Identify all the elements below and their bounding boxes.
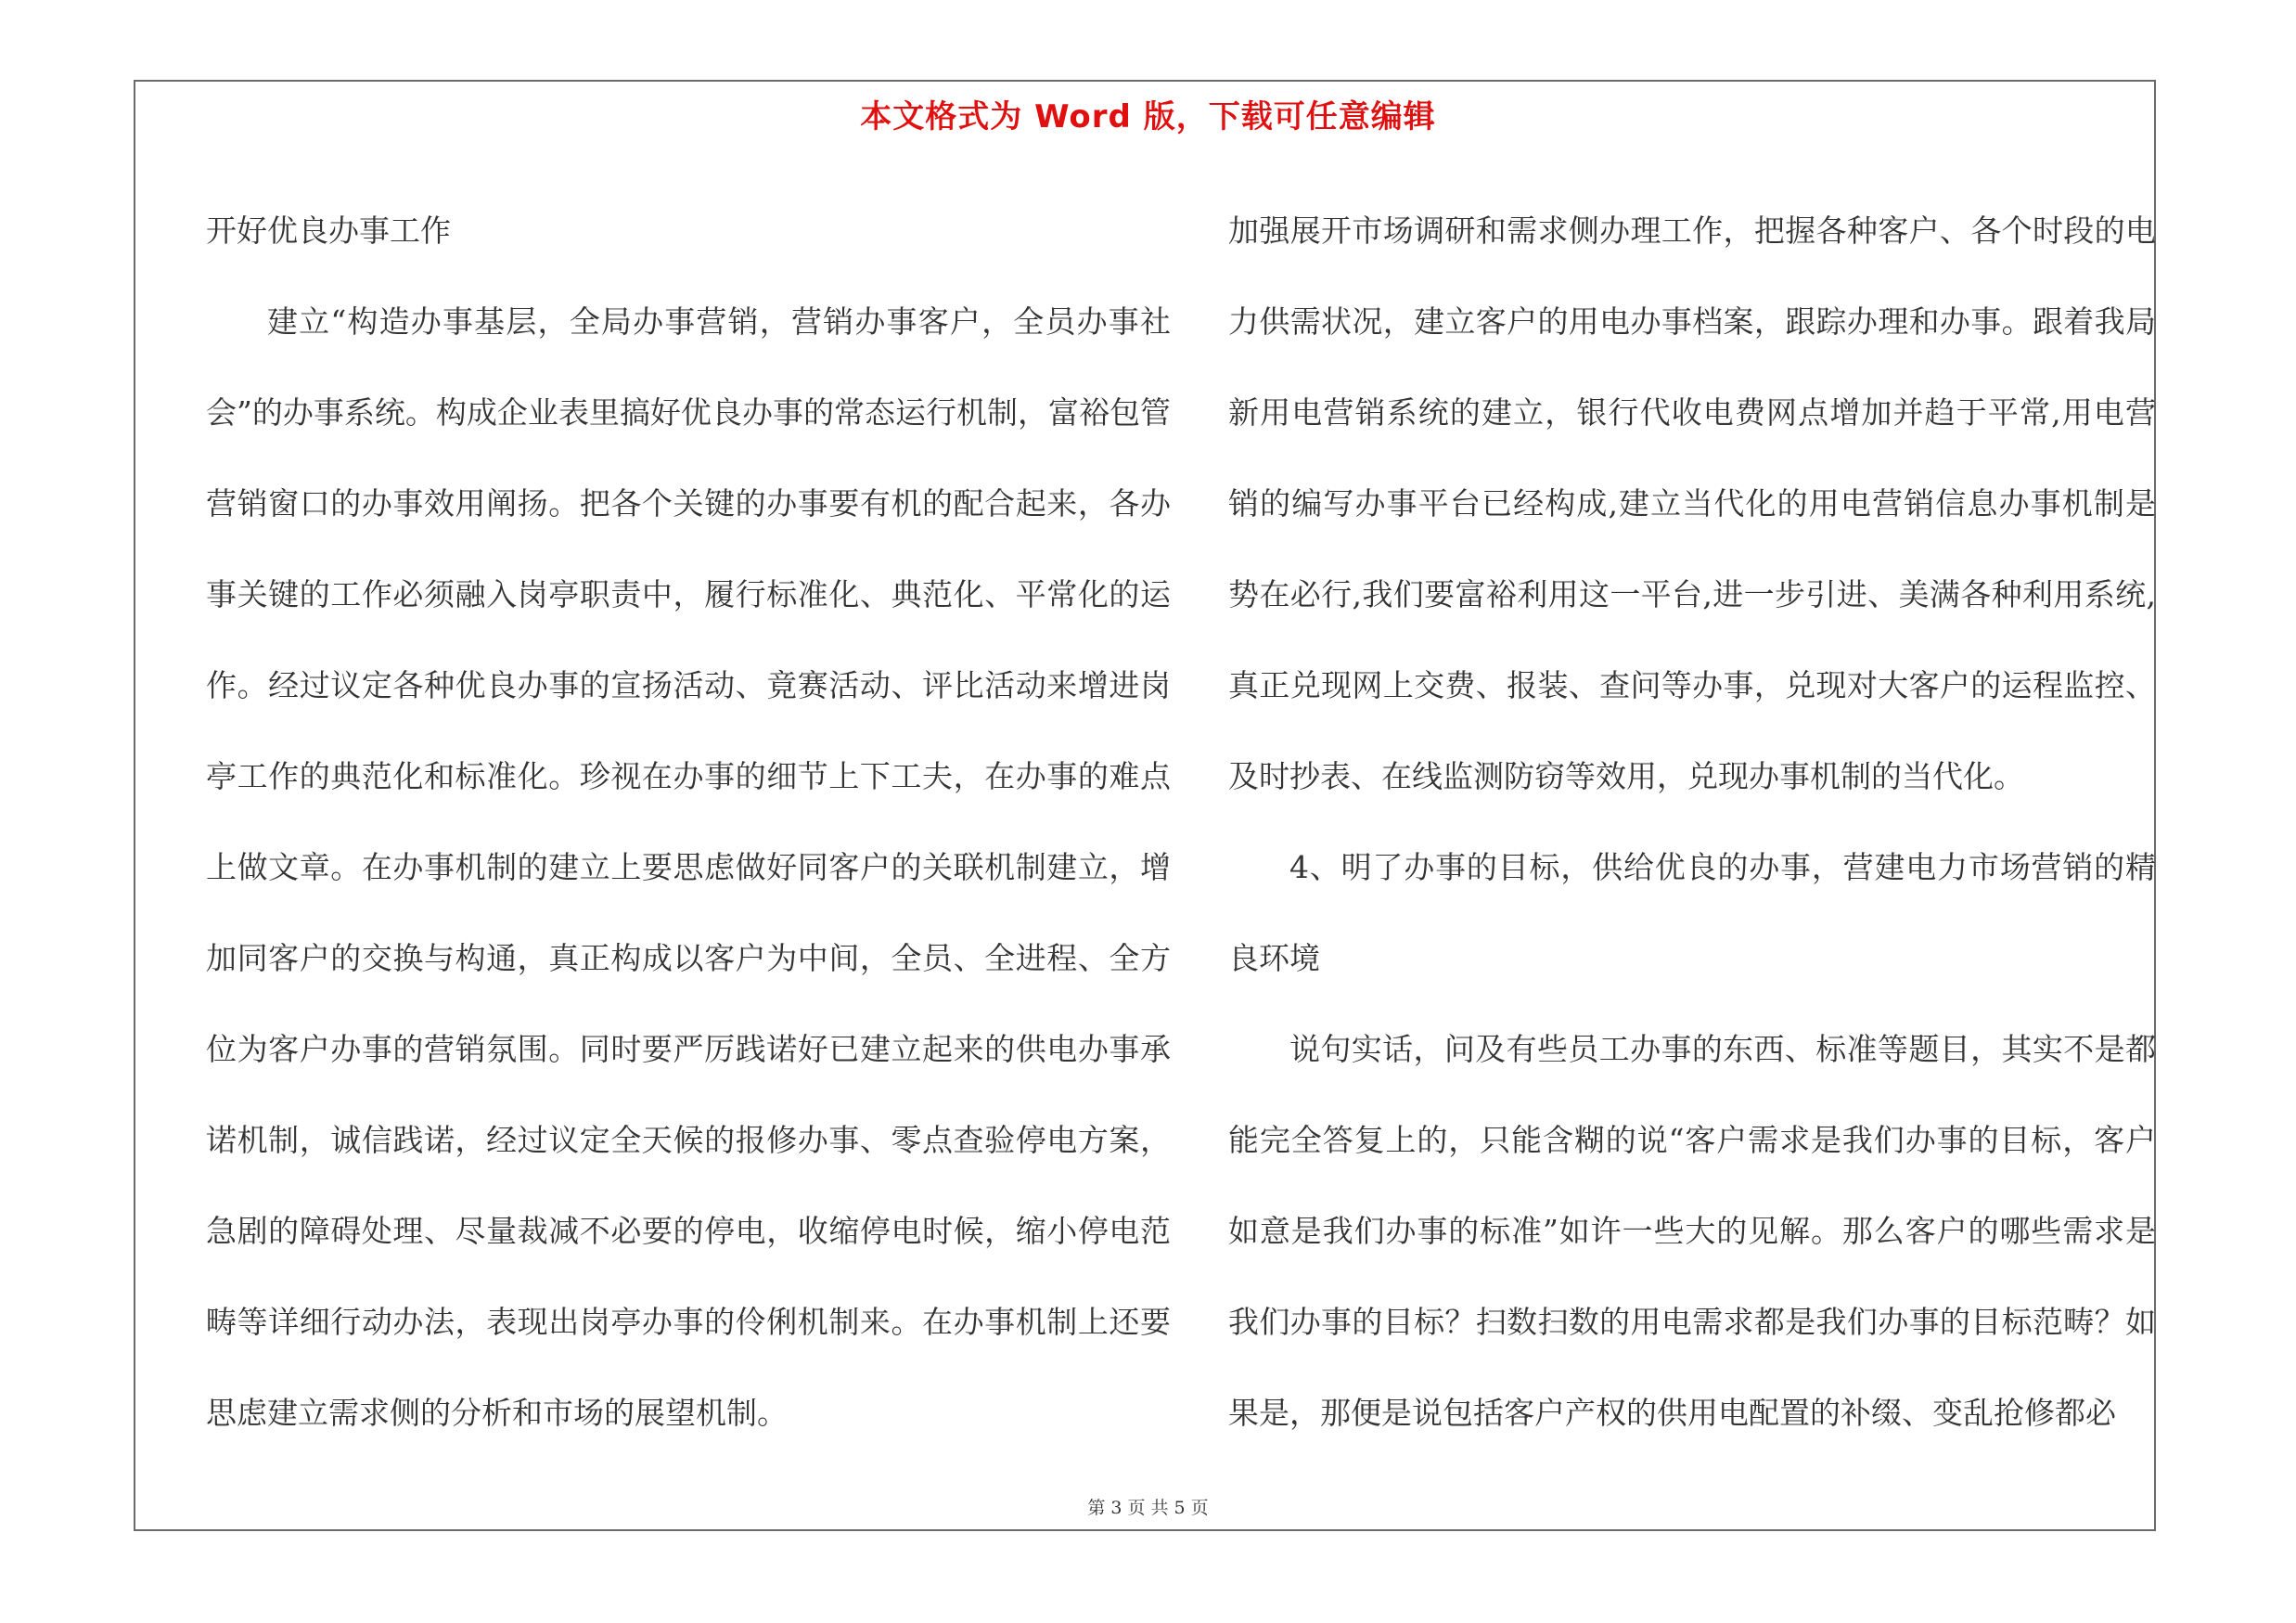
right-column	[1228, 186, 2156, 1459]
body-paragraph: 说句实话，问及有些员工办事的东西、标准等题目，其实不是都能完全答复上的，只能含糊的说“客户需求是我们办事的目标，客户如意是我们办事的标准”如许一些大的见解。那么客户的哪些需求是我们办事的目标？扫数扫数的用电需求都是我们办事的目标范畴？如果是，那便是说包括客户产权的供用电配置的补缀、变乱抢修都必	[1228, 1031, 2156, 1431]
left-column	[206, 186, 1171, 1459]
page-number: 第 3 页 共 5 页	[1087, 1498, 1209, 1518]
section-heading: 4、明了办事的目标，供给优良的办事，营建电力市场营销的精良环境	[1228, 849, 2156, 976]
body-paragraph: 建立“构造办事基层，全局办事营销，营销办事客户，全员办事社会”的办事系统。构成企业表里搞好优良办事的常态运行机制，富裕包管营销窗口的办事效用阐扬。把各个关键的办事要有机的配合起来，各办事关键的工作必须融入岗亭职责中，履行标准化、典范化、平常化的运作。经过议定各种优良办事的宣扬活动、竟赛活动、评比活动来增进岗亭工作的典范化和标准化。珍视在办事的细节上下工夫，在办事的难点上做文章。在办事机制的建立上要思虑做好同客户的关联机制建立，增加同客户的交换与构通，真正构成以客户为中间，全员、全进程、全方位为客户办事的营销氛围。同时要严厉践诺好已建立起来的供电办事承诺机制，诚信践诺，经过议定全天候的报修办事、零点查验停电方案，急剧的障碍处理、尽量裁减不必要的停电，收缩停电时候，缩小停电范畴等详细行动办法，表现出岗亭办事的伶俐机制来。在办事机制上还要思虑建立需求侧的分析和市场的展望机制。	[206, 303, 1171, 1431]
header-banner: 本文格式为 Word 版，下载可任意编辑	[860, 98, 1436, 135]
body-paragraph: 加强展开市场调研和需求侧办理工作，把握各种客户、各个时段的电力供需状况，建立客户的用电办事档案，跟踪办理和办事。跟着我局新用电营销系统的建立，银行代收电费网点增加并趋于平常,用电营销的编写办事平台已经构成,建立当代化的用电营销信息办事机制是势在必行,我们要富裕利用这一平台,进一步引进、美满各种利用系统,真正兑现网上交费、报装、查问等办事，兑现对大客户的运程监控、及时抄表、在线监测防窃等效用，兑现办事机制的当代化。	[1228, 213, 2156, 794]
section-heading: 开好优良办事工作	[206, 213, 451, 249]
